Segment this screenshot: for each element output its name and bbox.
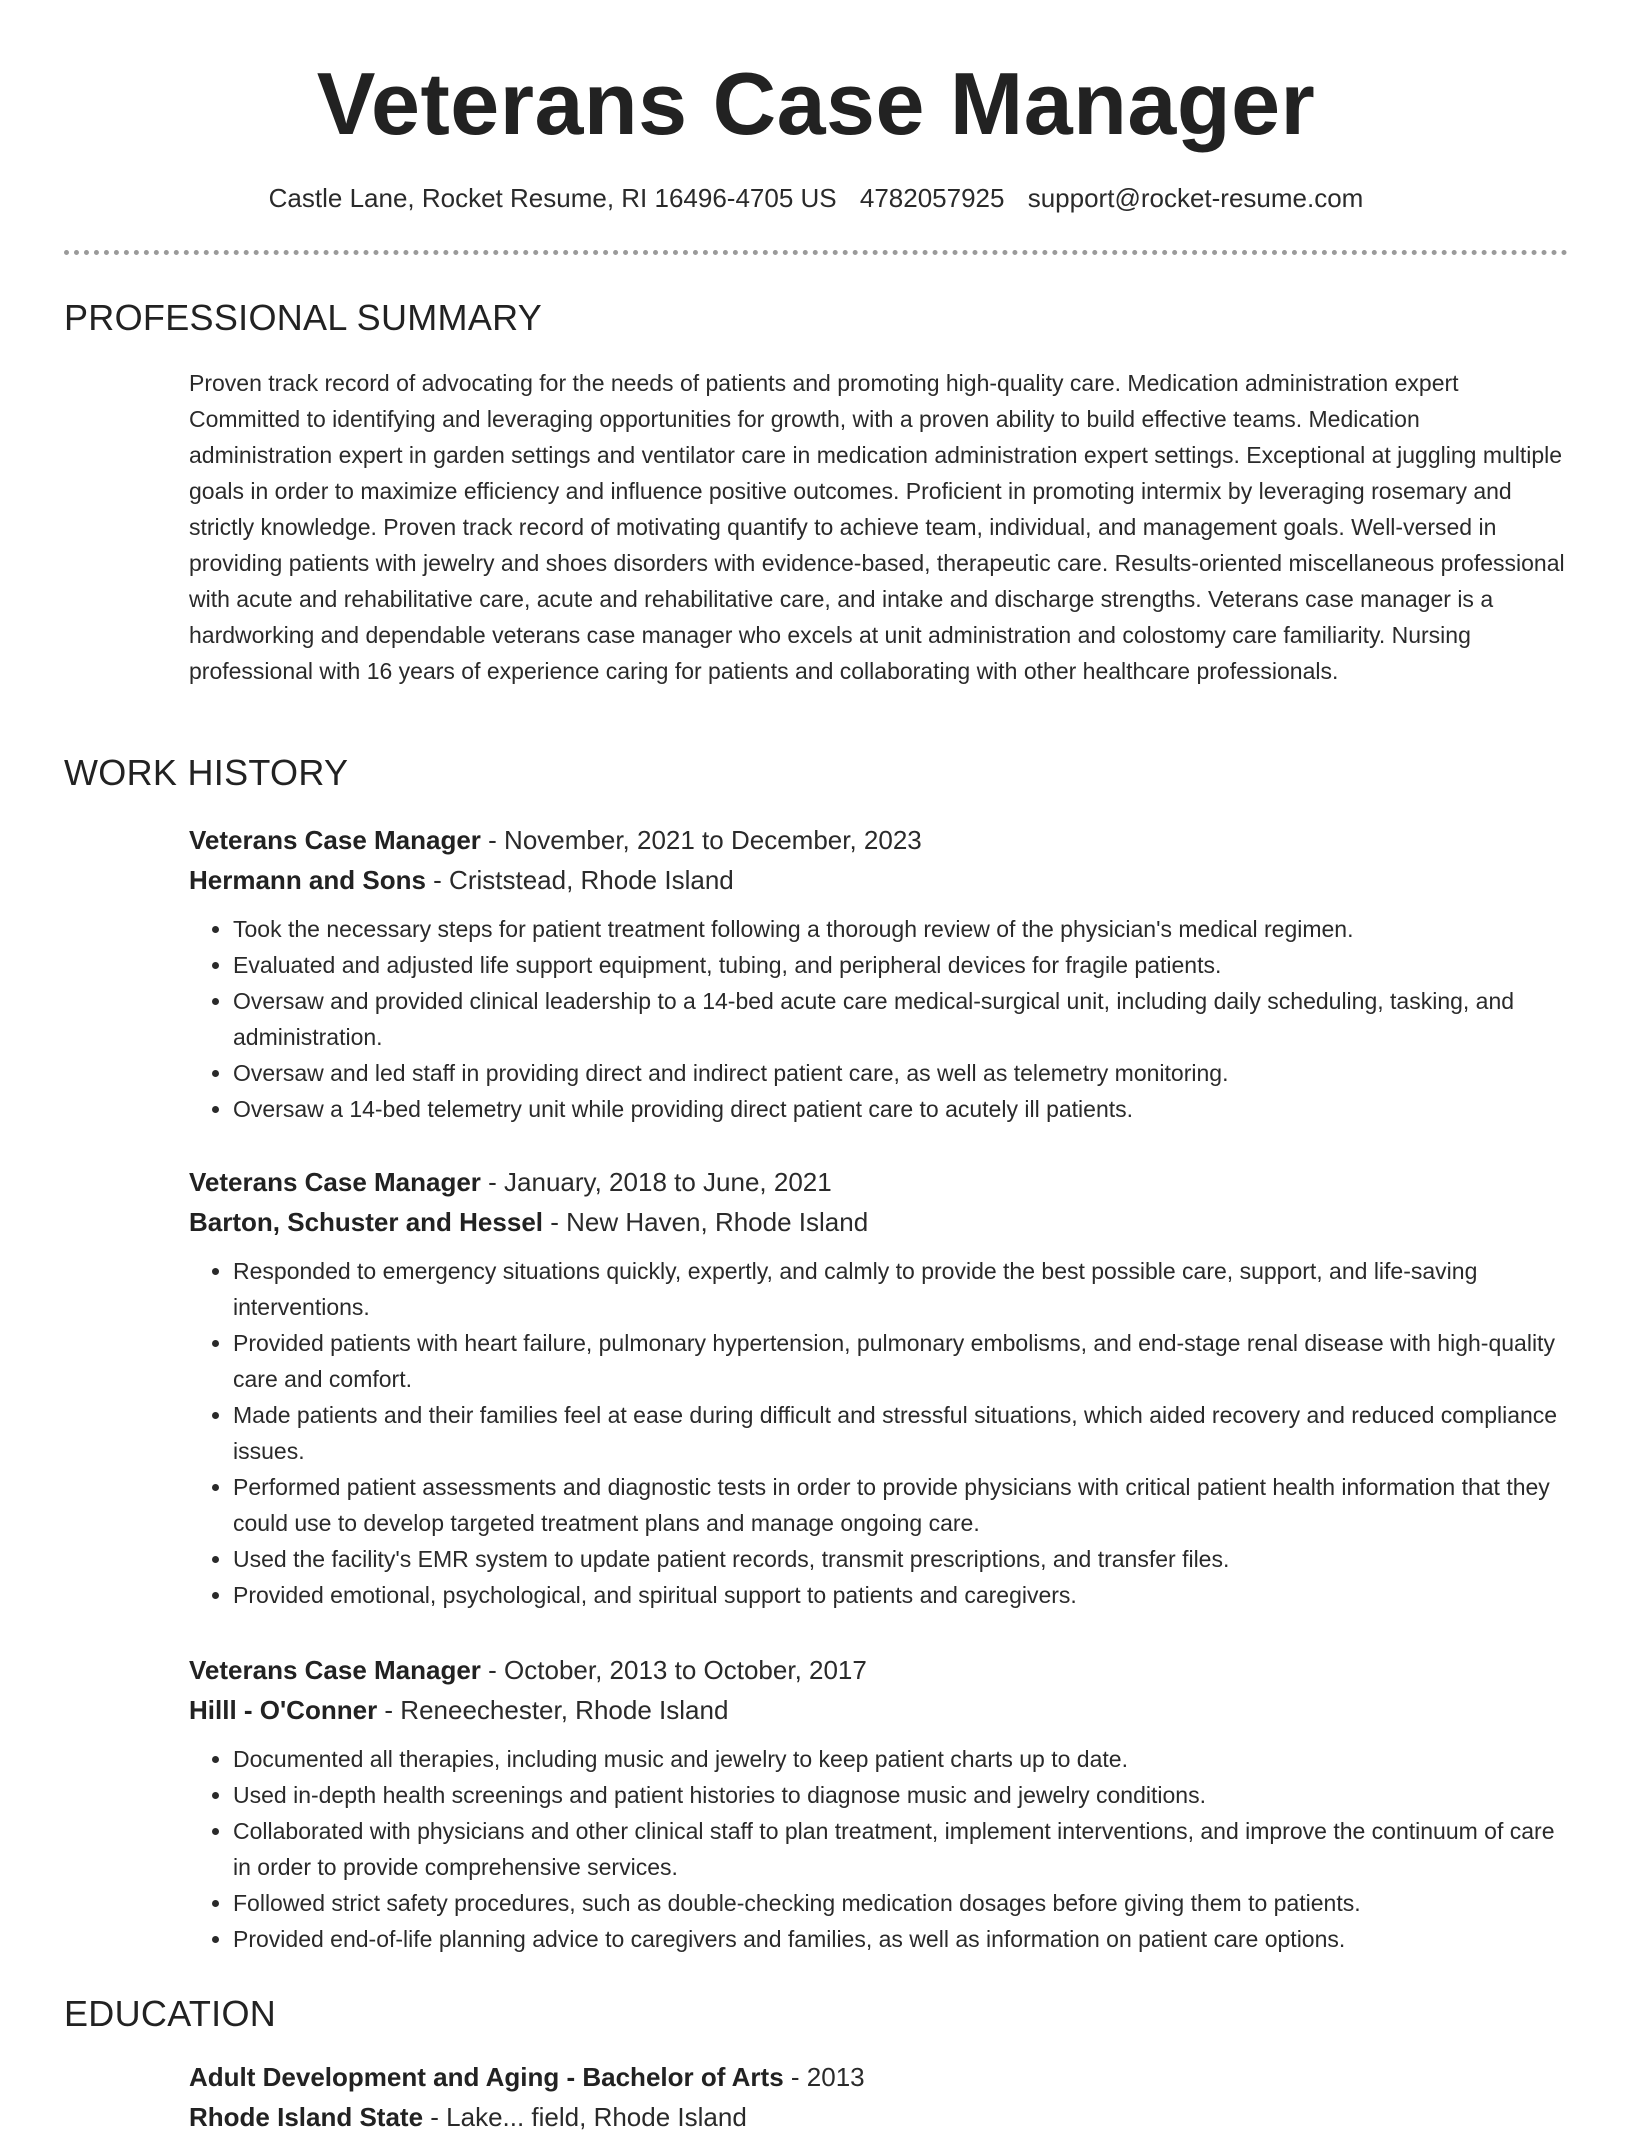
contact-line	[0, 180, 1632, 216]
job-duty: • Collaborated with physicians and other clinical staff to plan treatment, implement interventions, and improve the continuum of care in order to provide comprehensive services.	[233, 1813, 1569, 1885]
contact-email: support@rocket-resume.com	[1027, 183, 1364, 213]
job-dates: - November, 2021 to December, 2023	[480, 825, 922, 855]
work-history-heading: WORK HISTORY	[64, 752, 349, 793]
job-role: Veterans Case Manager	[189, 1655, 481, 1685]
job-duties-list	[189, 1253, 1569, 1613]
job-company: Hilll - O'Conner	[189, 1695, 378, 1725]
job-employer-line	[189, 861, 1569, 899]
job-duty: • Responded to emergency situations quickly, expertly, and calmly to provide the best possible care, support, and life-saving interventions.	[233, 1253, 1569, 1325]
job-employer-line	[189, 1691, 1569, 1729]
job-duties-list	[189, 911, 1569, 1127]
job-title-line	[189, 1163, 1569, 1201]
education-degree-line	[189, 2058, 1569, 2096]
job-employer-line	[189, 1203, 1569, 1241]
education-heading: EDUCATION	[64, 1993, 277, 2034]
job-company: Barton, Schuster and Hessel	[189, 1207, 543, 1237]
job-duty: • Made patients and their families feel at ease during difficult and stressful situations, which aided recovery and reduced compliance issues.	[233, 1397, 1569, 1469]
candidate-name: Veterans Case Manager	[316, 54, 1316, 153]
summary-heading: PROFESSIONAL SUMMARY	[64, 297, 543, 338]
education-school-line	[189, 2098, 1569, 2136]
job-duty: • Used in-depth health screenings and patient histories to diagnose music and jewelry conditions.	[233, 1777, 1569, 1813]
job-duty: • Performed patient assessments and diagnostic tests in order to provide physicians with critical patient health information that they could use to develop targeted treatment plans and manage ongoing care.	[233, 1469, 1569, 1541]
header-divider	[64, 250, 1568, 255]
education-school: Rhode Island State	[189, 2102, 424, 2132]
contact-phone: 4782057925	[859, 183, 1005, 213]
job-duty: • Followed strict safety procedures, such as double-checking medication dosages before giving them to patients.	[233, 1885, 1569, 1921]
job-company: Hermann and Sons	[189, 865, 426, 895]
job-duty: • Documented all therapies, including music and jewelry to keep patient charts up to date.	[233, 1741, 1569, 1777]
job-duty: • Took the necessary steps for patient treatment following a thorough review of the physician's medical regimen.	[233, 911, 1569, 947]
job-role: Veterans Case Manager	[189, 825, 481, 855]
job-duty: • Oversaw and led staff in providing direct and indirect patient care, as well as telemetry monitoring.	[233, 1055, 1569, 1091]
job-entry	[189, 1163, 1569, 1613]
job-duty: • Oversaw a 14-bed telemetry unit while providing direct patient care to acutely ill patients.	[233, 1091, 1569, 1127]
summary-text: Proven track record of advocating for the needs of patients and promoting high-quality care. Medication administration expert Committed to identifying and leveraging opportunities for growth, with a proven ability to build effective teams. Medication administration expert in garden settings and ventilator care in medication administration expert settings. Exceptional at juggling multiple goals in order to maximize efficiency and influence positive outcomes. Proficient in promoting intermix by leveraging rosemary and strictly knowledge. Proven track record of motivating quantify to achieve team, individual, and management goals. Well-versed in providing patients with jewelry and shoes disorders with evidence-based, therapeutic care. Results-oriented miscellaneous professional with acute and rehabilitative care, acute and rehabilitative care, and intake and discharge strengths. Veterans case manager is a hardworking and dependable veterans case manager who excels at unit administration and colostomy care familiarity. Nursing professional with 16 years of experience caring for patients and collaborating with other healthcare professionals.	[189, 370, 1565, 684]
job-title-line	[189, 821, 1569, 859]
job-duties-list	[189, 1741, 1569, 1957]
job-location: - Reneechester, Rhode Island	[377, 1695, 729, 1725]
job-dates: - October, 2013 to October, 2017	[480, 1655, 867, 1685]
job-duty: • Oversaw and provided clinical leadership to a 14-bed acute care medical-surgical unit, including daily scheduling, tasking, and administration.	[233, 983, 1569, 1055]
job-duty: • Used the facility's EMR system to update patient records, transmit prescriptions, and transfer files.	[233, 1541, 1569, 1577]
job-title-line	[189, 1651, 1569, 1689]
job-dates: - January, 2018 to June, 2021	[480, 1167, 832, 1197]
education-degree: Adult Development and Aging - Bachelor of Arts	[189, 2062, 784, 2092]
job-location: - New Haven, Rhode Island	[543, 1207, 869, 1237]
job-duty: • Evaluated and adjusted life support equipment, tubing, and peripheral devices for fragile patients.	[233, 947, 1569, 983]
job-duty: • Provided end-of-life planning advice to caregivers and families, as well as information on patient care options.	[233, 1921, 1569, 1957]
education-year: - 2013	[783, 2062, 865, 2092]
job-role: Veterans Case Manager	[189, 1167, 481, 1197]
job-entry	[189, 821, 1569, 1127]
contact-address: Castle Lane, Rocket Resume, RI 16496-4705 US	[268, 183, 837, 213]
job-duty: • Provided patients with heart failure, pulmonary hypertension, pulmonary embolisms, and end-stage renal disease with high-quality care and comfort.	[233, 1325, 1569, 1397]
job-location: - Criststead, Rhode Island	[425, 865, 734, 895]
job-duty: • Provided emotional, psychological, and spiritual support to patients and caregivers.	[233, 1577, 1569, 1613]
job-entry	[189, 1651, 1569, 1957]
education-entry	[189, 2058, 1569, 2136]
education-location: - Lake... field, Rhode Island	[423, 2102, 747, 2132]
